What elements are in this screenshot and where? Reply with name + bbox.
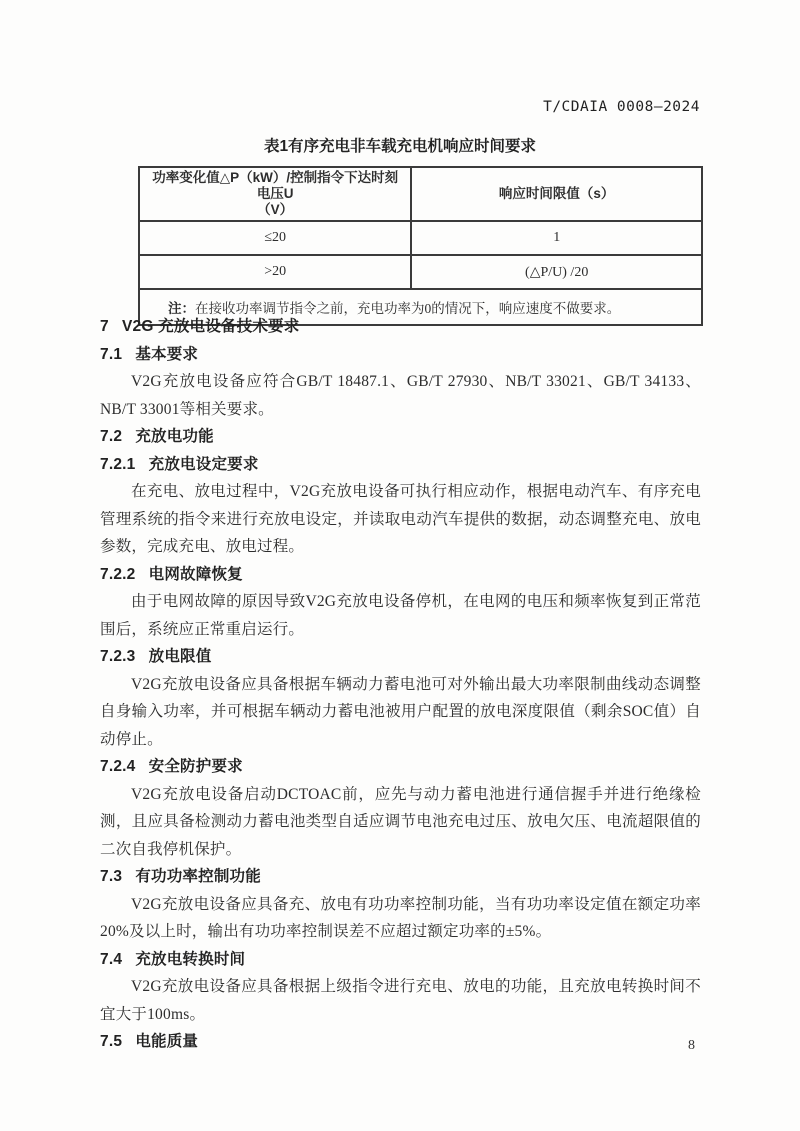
- response-time-table: [138, 166, 703, 326]
- section-number: 7.2.1: [100, 455, 136, 473]
- table-header-response-limit: 响应时间限值（s）: [411, 167, 702, 221]
- table-cell-power-2: >20: [139, 255, 411, 289]
- section-heading-7-2-1: [100, 451, 701, 479]
- section-heading-7-4: [100, 946, 701, 974]
- section-title: 有功功率控制功能: [135, 868, 261, 885]
- paragraph-7-2-1: 在充电、放电过程中，V2G充放电设备可执行相应动作，根据电动汽车、有序充电管理系统的指令来进行充放电设定，并读取电动汽车提供的数据，动态调整充电、放电参数，完成充电、放电过程。: [100, 483, 701, 555]
- section-title: 放电限值: [148, 648, 212, 665]
- table-row: [139, 255, 702, 289]
- section-number: 7.4: [100, 950, 123, 968]
- section-number: 7.5: [100, 1033, 123, 1050]
- paragraph-7-3: V2G充放电设备应具备充、放电有功功率控制功能，当有功功率设定值在额定功率20%及以上时，输出有功功率控制误差不应超过额定功率的±5%。: [100, 895, 701, 940]
- section-heading-7-2: [100, 423, 701, 451]
- section-heading-7-5: [100, 1028, 701, 1056]
- table-header-row: [139, 167, 702, 221]
- table-row: [139, 221, 702, 255]
- section-number: 7.2.2: [100, 565, 136, 583]
- section-heading-7-1: [100, 341, 701, 369]
- table-cell-limit-2: (△P/U) /20: [411, 255, 702, 289]
- section-title: 充放电转换时间: [135, 950, 246, 968]
- paragraph-7-4: V2G充放电设备应具备根据上级指令进行充电、放电的功能，且充放电转换时间不宜大于100ms。: [100, 978, 701, 1023]
- section-title: 充放电设定要求: [148, 455, 259, 473]
- section-title: 充放电功能: [135, 428, 214, 445]
- section-number: 7.2.4: [100, 758, 136, 775]
- section-heading-7-3: [100, 863, 701, 891]
- section-title: 电能质量: [135, 1033, 199, 1050]
- table-header-power-change-line2: （V）: [257, 202, 294, 217]
- section-number: 7.1: [100, 345, 123, 363]
- table-note-text: 在接收功率调节指令之前，充电功率为0的情况下，响应速度不做要求。: [195, 301, 621, 316]
- section-heading-7-2-2: [100, 561, 701, 589]
- doc-number: T/CDAIA 0008—2024: [543, 99, 700, 115]
- table-cell-power-1: ≤20: [139, 221, 411, 255]
- section-number: 7.2: [100, 428, 123, 445]
- paragraph-7-2-4: V2G充放电设备启动DCTOAC前，应先与动力蓄电池进行通信握手并进行绝缘检测，且应具备检测动力蓄电池类型自适应调节电池充电过压、放电欠压、电流超限值的二次自我停机保护。: [100, 785, 701, 858]
- section-heading-7-2-3: [100, 643, 701, 671]
- table-cell-limit-1: 1: [411, 221, 702, 255]
- section-title: V2G 充放电设备技术要求: [122, 318, 300, 335]
- paragraph-7-2-2: 由于电网故障的原因导致V2G充放电设备停机，在电网的电压和频率恢复到正常范围后，系统应正常重启运行。: [100, 593, 701, 638]
- page-number: 8: [688, 1038, 695, 1053]
- table-title: 表1有序充电非车载充电机响应时间要求: [263, 138, 537, 155]
- section-number: 7: [100, 318, 109, 335]
- table-header-power-change: [139, 167, 411, 221]
- section-number: 7.2.3: [100, 648, 136, 665]
- document-body: [100, 313, 701, 1056]
- section-heading-7-2-4: [100, 753, 701, 781]
- section-heading-7: [100, 313, 701, 341]
- section-number: 7.3: [100, 868, 123, 885]
- paragraph-7-2-3: V2G充放电设备应具备根据车辆动力蓄电池可对外输出最大功率限制曲线动态调整自身输入功率，并可根据车辆动力蓄电池被用户配置的放电深度限值（剩余SOC值）自动停止。: [100, 675, 701, 748]
- table-note-label: 注：: [168, 301, 195, 316]
- section-title: 电网故障恢复: [148, 565, 243, 583]
- section-title: 安全防护要求: [148, 758, 243, 775]
- section-title: 基本要求: [135, 345, 199, 363]
- table-header-power-change-line1: 功率变化值△P（kW）/控制指令下达时刻电压U: [152, 170, 399, 201]
- paragraph-7-1: V2G充放电设备应符合GB/T 18487.1、GB/T 27930、NB/T 33021、GB/T 34133、NB/T 33001等相关要求。: [100, 373, 701, 418]
